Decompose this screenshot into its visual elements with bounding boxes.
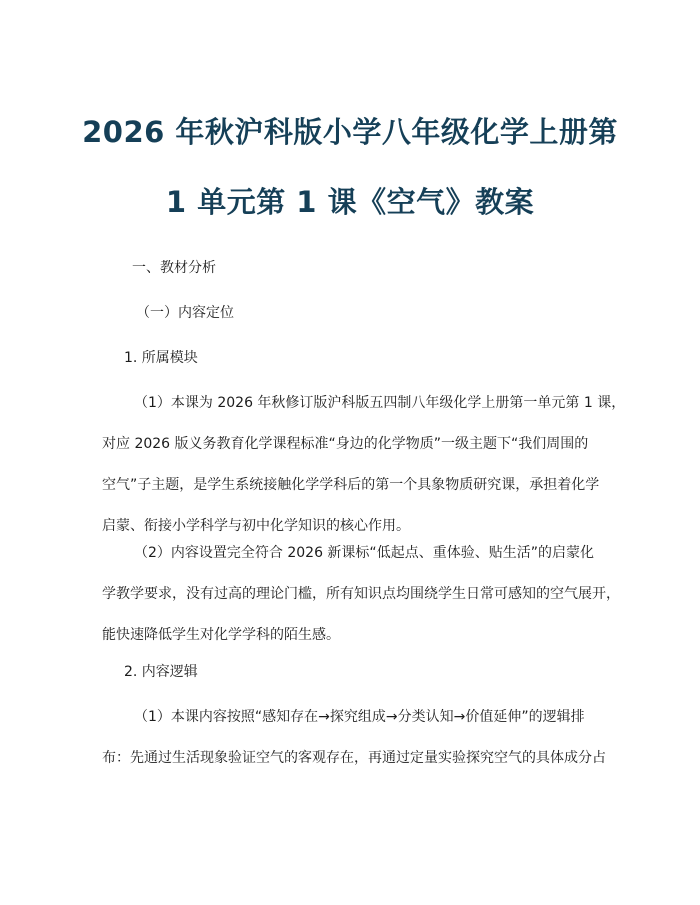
- paragraph-line: 能快速降低学生对化学学科的陌生感。: [102, 627, 340, 643]
- document-title-line-2: 1 单元第 1 课《空气》教案: [165, 185, 535, 219]
- paragraph-line: 学教学要求，没有过高的理论门槛，所有知识点均围绕学生日常可感知的空气展开，: [102, 586, 620, 602]
- subsection-heading-content-positioning: （一）内容定位: [136, 305, 234, 321]
- paragraph-line: 布：先通过生活现象验证空气的客观存在，再通过定量实验探究空气的具体成分占: [102, 750, 606, 766]
- paragraph-line: 启蒙、衔接小学科学与初中化学知识的核心作用。: [102, 518, 410, 534]
- section-heading-textbook-analysis: 一、教材分析: [132, 260, 216, 276]
- item-heading-module: 1. 所属模块: [124, 350, 198, 366]
- paragraph-line: 对应 2026 版义务教育化学课程标准“身边的化学物质”一级主题下“我们周围的: [102, 436, 589, 452]
- paragraph-1: [102, 393, 626, 557]
- paragraph-line: 空气”子主题，是学生系统接触化学学科后的第一个具象物质研究课，承担着化学: [102, 477, 600, 493]
- document-title-line-1: 2026 年秋沪科版小学八年级化学上册第: [82, 115, 618, 149]
- paragraph-line: （1）本课内容按照“感知存在→探究组成→分类认知→价值延伸”的逻辑排: [134, 709, 585, 725]
- paragraph-line: （1）本课为 2026 年秋修订版沪科版五四制八年级化学上册第一单元第 1 课，: [134, 395, 626, 411]
- paragraph-2: [102, 543, 620, 666]
- item-heading-content-logic: 2. 内容逻辑: [124, 664, 198, 680]
- paragraph-3: [102, 707, 612, 789]
- paragraph-line: （2）内容设置完全符合 2026 新课标“低起点、重体验、贴生活”的启蒙化: [134, 545, 594, 561]
